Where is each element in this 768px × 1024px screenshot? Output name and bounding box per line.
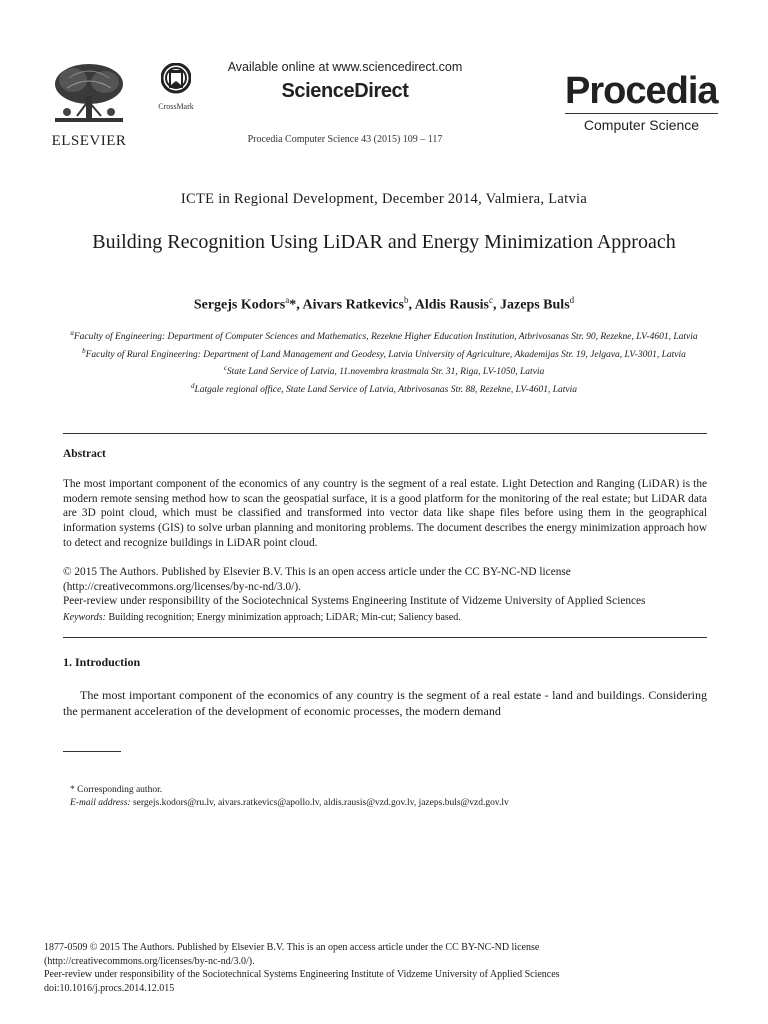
email-label: E-mail address:: [70, 798, 131, 808]
keywords-list: Building recognition; Energy minimization approach; LiDAR; Min-cut; Saliency based.: [108, 612, 461, 623]
paper-title: Building Recognition Using LiDAR and Energy Minimization Approach: [92, 231, 676, 253]
introduction-paragraph: The most important component of the economics of any country is the segment of a real estate - land and buildings. Considering the permanent acceleration of the development of economic processes, the modern demand: [63, 688, 707, 718]
footer-issn-line: 1877-0509 © 2015 The Authors. Published by Elsevier B.V. This is an open access article under the CC BY-NC-ND license: [44, 942, 540, 953]
elsevier-logo: [44, 60, 134, 149]
sciencedirect-logo: ScienceDirect: [281, 80, 409, 102]
footer-doi[interactable]: doi:10.1016/j.procs.2014.12.015: [44, 982, 175, 994]
conference-line: ICTE in Regional Development, December 2014, Valmiera, Latvia: [180, 191, 588, 207]
journal-reference: Procedia Computer Science 43 (2015) 109 – 117: [247, 134, 443, 145]
copyright-line: © 2015 The Authors. Published by Elsevier B.V. This is an open access article under the CC BY-NC-ND license: [63, 566, 571, 578]
author-name: Jazeps Buls: [500, 297, 570, 313]
abstract-heading: Abstract: [63, 448, 106, 460]
affiliation-item: [60, 345, 708, 363]
available-online-text: Available online at www.sciencedirect.com: [227, 60, 463, 74]
crossmark-label: CrossMark: [158, 102, 194, 111]
affiliation-text: Faculty of Engineering: Department of Computer Sciences and Mathematics, Rezekne Higher Education Institution, Atbrivosanas Str. 90, Rezekne, LV-4601, Latvia: [73, 332, 698, 343]
author-separator: ,: [408, 297, 415, 313]
affiliation-text: State Land Service of Latvia, 11.novembra krastmala Str. 31, Riga, LV-1050, Latvia: [226, 367, 545, 378]
affiliation-item: [60, 362, 708, 380]
author-name: Sergejs Kodors: [193, 297, 286, 313]
elsevier-wordmark: ELSEVIER: [51, 133, 127, 149]
affiliation-text: Latgale regional office, State Land Service of Latvia, Atbrivosanas Str. 88, Rezekne, LV-4601, Latvia: [194, 385, 577, 396]
footer-peer-review: Peer-review under responsibility of the Sociotechnical Systems Engineering Institute of Vidzeme University of Applied Sciences: [44, 969, 560, 980]
affiliation-item: [60, 327, 708, 345]
keywords: [63, 612, 707, 623]
author-affil-mark: d: [569, 295, 575, 305]
author-list: [0, 295, 768, 314]
affiliations: [60, 327, 708, 398]
procedia-logo-divider: [565, 113, 718, 114]
peer-review-line: Peer-review under responsibility of the Sociotechnical Systems Engineering Institute of Vidzeme University of Applied Sciences: [63, 595, 646, 607]
author-name: Aivars Ratkevics: [302, 297, 404, 313]
author-name: Aldis Rausis: [414, 297, 490, 313]
license-link[interactable]: (http://creativecommons.org/licenses/by-nc-nd/3.0/).: [63, 580, 301, 593]
footer-license-link[interactable]: (http://creativecommons.org/licenses/by-nc-nd/3.0/).: [44, 955, 255, 967]
author-separator: ,: [493, 297, 501, 313]
page-footer: [44, 941, 724, 995]
affiliation-mark: c: [223, 364, 227, 373]
author-separator: *,: [289, 297, 303, 313]
procedia-logo-subtitle: Computer Science: [583, 117, 700, 133]
affiliation-mark: b: [82, 346, 86, 355]
copyright-notice: [63, 565, 707, 609]
affiliation-mark: d: [190, 381, 195, 390]
author-affil-mark: c: [489, 295, 494, 305]
elsevier-tree-icon: [49, 60, 129, 126]
section-heading-introduction: 1. Introduction: [63, 655, 141, 669]
procedia-logo-title: Procedia: [565, 70, 718, 112]
author-affil-mark: b: [403, 295, 409, 305]
abstract-body: The most important component of the economics of any country is the segment of a real estate. Light Detection and Ranging (LiDAR) is the modern remote sensing method how to scan the geospatial surface, it is a good platform for the monitoring of the real estate; but LiDAR data are 3D point cloud, which must be classified and transformed into vector data like shape files before using them in the geographical information systems (GIS) to solve urban planning and monitoring problems. The document describes the energy minimization approach how to detect and recognize buildings in LiDAR point cloud.: [63, 478, 707, 549]
author-affil-mark: a: [285, 295, 290, 305]
footnote-divider: [63, 751, 121, 752]
affiliation-item: [60, 380, 708, 398]
keywords-label: Keywords:: [63, 612, 106, 623]
affiliation-text: Faculty of Rural Engineering: Department of Land Management and Geodesy, Latvia University of Agriculture, Akademijas Str. 19, Jelgava, LV-3001, Latvia: [85, 349, 686, 360]
abstract-top-divider: [63, 433, 707, 434]
email-addresses[interactable]: sergejs.kodors@ru.lv, aivars.ratkevics@apollo.lv, aldis.rausis@vzd.gov.lv, jazeps.buls@vzd.gov.lv: [132, 798, 509, 808]
email-line: [70, 797, 710, 810]
affiliation-mark: a: [70, 329, 74, 337]
footnote: [70, 784, 710, 810]
abstract-bottom-divider: [63, 637, 707, 638]
corresponding-author-note: * Corresponding author.: [70, 785, 163, 795]
